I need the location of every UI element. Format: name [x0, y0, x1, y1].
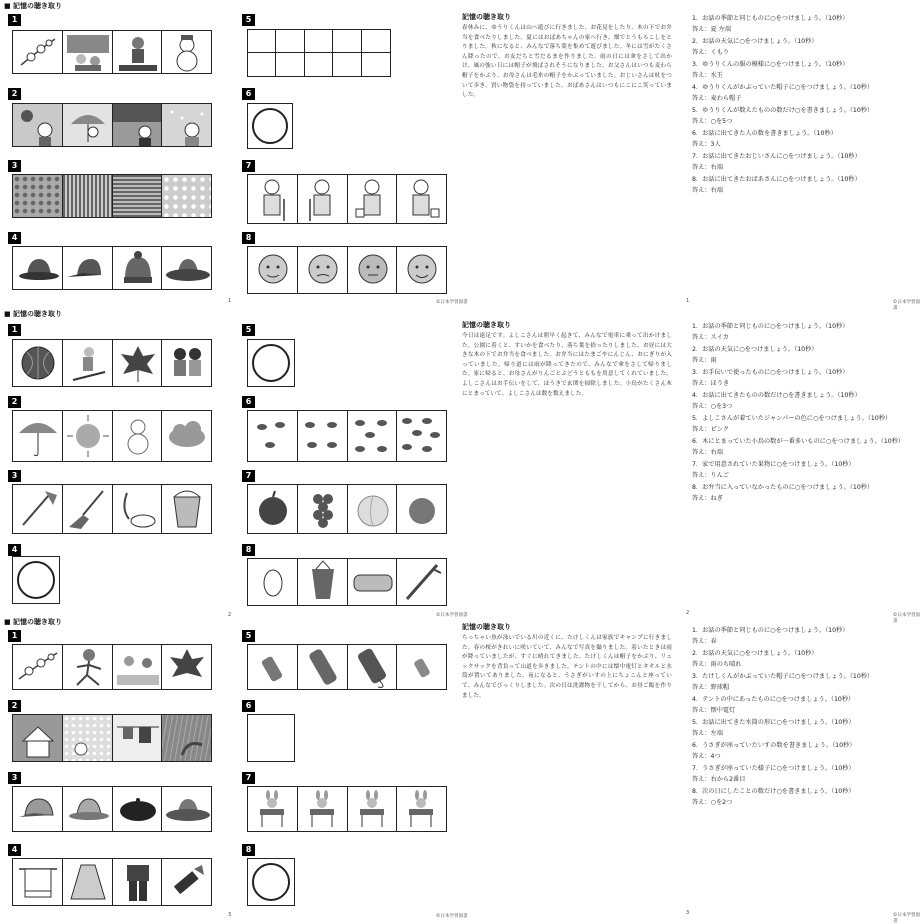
question-text: 5．ゆうりくんが数えたものの数だけ○を書きましょう。（10秒） — [692, 107, 874, 114]
question-number: 5 — [242, 14, 255, 26]
laundry-icon[interactable] — [113, 715, 163, 761]
bottle-mini-icon[interactable] — [397, 645, 446, 689]
story-column — [462, 320, 672, 600]
answer-text: 答え：野球帽 — [692, 683, 730, 691]
skier-icon[interactable] — [63, 340, 113, 386]
knit-hat-icon[interactable] — [113, 247, 163, 289]
carrot-icon[interactable] — [298, 559, 348, 605]
question-text: 2．お話の天気に○をつけましょう。（10秒） — [692, 346, 818, 353]
question-text: 6．うさぎが座っていたいすの数を書きましょう。（10秒） — [692, 742, 856, 749]
question-number: 8 — [242, 232, 255, 244]
answer-text: 答え：懐中電灯 — [692, 706, 736, 714]
q4-choice-strip — [12, 858, 212, 906]
q7-choice-strip — [247, 484, 447, 534]
grandma-face-icon[interactable] — [248, 247, 298, 293]
rainy-house-icon[interactable] — [13, 715, 63, 761]
q2-choice-strip — [12, 714, 212, 762]
birds-icon[interactable] — [298, 411, 348, 461]
question-text: 8．次の日にしたことの数だけ○を書きましょう。（10秒） — [692, 788, 855, 795]
q8-choice-strip — [247, 246, 447, 294]
q5-answer-grid[interactable] — [247, 29, 391, 77]
q4-answer-circle — [17, 561, 55, 599]
question-text: 5．お話に出てきた水筒の形に○をつけましょう。（10秒） — [692, 719, 855, 726]
sun-hat-icon[interactable] — [63, 787, 113, 831]
question-number: 5 — [242, 324, 255, 336]
bucket-icon[interactable] — [162, 485, 211, 533]
duster-icon[interactable] — [13, 485, 63, 533]
story-text: 今日は遠足です。よしこさんは朝早く起きて、みんなで電車に乗って出かけました。公園に着くと、すいかを食べたり、落ち葉を拾ったりしました。お昼には大きな木の下でお弁当を食べました。お弁当にはたまごやにんじん、おにぎりが入っていました。帰り道には雨が降ってきたので、みんなで傘をさして帰りました。家に帰ると、お母さんがりんごとぶどうとももを用意してくれていました。よしこさんはお手伝いをして、ほうきで玄関を掃除しました。小鳥がたくさん木にとまっていて、よしこさんは数を数えました。 — [462, 333, 672, 397]
sun-icon[interactable] — [63, 411, 113, 461]
answer-text: 答え：右端 — [692, 186, 723, 194]
page-number: 2 — [228, 612, 232, 618]
question-number: 4 — [8, 232, 21, 244]
question-number: 2 — [8, 700, 21, 712]
question-number: 4 — [8, 544, 21, 556]
question-number: 7 — [242, 160, 255, 172]
question-text: 4．ゆうりくんがかぶっていた帽子に○をつけましょう。（10秒） — [692, 84, 874, 91]
answer-text: 答え：ねぎ — [692, 494, 723, 502]
question-text: 7．家で用意されていた果物に○をつけましょう。（10秒） — [692, 461, 855, 468]
answer-text: 答え：右端 — [692, 163, 723, 171]
rabbit-chair-icon[interactable] — [298, 787, 348, 831]
answer-text: 答え：夏 左端 — [692, 25, 732, 33]
sun-hat-icon[interactable] — [13, 247, 63, 289]
birds-icon[interactable] — [348, 411, 398, 461]
horizontal-stripe-pattern-icon[interactable] — [113, 175, 163, 217]
egg-icon[interactable] — [248, 559, 298, 605]
cap-icon[interactable] — [13, 787, 63, 831]
question-text: 8．お弁当に入っていなかったものに○をつけましょう。（10秒） — [692, 484, 874, 491]
sunny-boy-icon[interactable] — [13, 104, 63, 146]
answer-text: 答え：ほうき — [692, 379, 730, 387]
story-text: 春休みに、ゆうりくんは山へ遊びに行きました。お花見をしたり、木の下でお弁当を食べたりしました。夏にはおばあちゃんの家へ行き、畑でとうもろこしをとりました。秋になると、みんなで落ち葉を集めて遊びました。冬には雪がたくさん降ったので、お友だちと雪だるまを作りました。雨の日には傘をさして出かけ、風の強い日には帽子が飛ばされそうになりました。お父さんはいつも麦わら帽子をかぶり、お母さんは毛糸の帽子をかぶっていました。おじいさんは杖をついて歩き、買い物袋を持っていました。おばあさんはいつもにこにこ笑っていました。 — [462, 25, 672, 99]
question-text: 8．お話に出てきたおばあさんに○をつけましょう。（10秒） — [692, 176, 861, 183]
q4-choice-strip — [12, 246, 212, 290]
wind-rain-icon[interactable] — [162, 715, 211, 761]
cherry-blossom-icon[interactable] — [13, 31, 63, 73]
grandma-face-icon[interactable] — [397, 247, 446, 293]
apple-icon[interactable] — [248, 485, 298, 533]
answer-text: 答え：右端 — [692, 448, 723, 456]
star-pattern-icon[interactable] — [162, 175, 211, 217]
maple-leaf-icon[interactable] — [113, 340, 163, 386]
raincoat-icon[interactable] — [63, 859, 113, 905]
question-answer-column — [692, 322, 914, 592]
answer-text: 答え：○を5つ — [692, 117, 733, 125]
answer-text: 答え：4つ — [692, 752, 721, 760]
answer-text: 答え：春 — [692, 637, 717, 645]
question-number: 3 — [8, 470, 21, 482]
q1-choice-strip — [12, 339, 212, 387]
question-number: 1 — [8, 324, 21, 336]
snowman-icon[interactable] — [113, 411, 163, 461]
question-number: 6 — [242, 396, 255, 408]
broom-icon[interactable] — [63, 485, 113, 533]
publisher-credit: ©日本学習図書 — [893, 300, 920, 311]
q2-choice-strip — [12, 103, 212, 147]
q2-choice-strip — [12, 410, 212, 462]
answer-text: 答え：3人 — [692, 140, 721, 148]
story-title: 記憶の聴き取り — [462, 623, 511, 631]
vacuum-icon[interactable] — [113, 485, 163, 533]
clothes-icon[interactable] — [113, 859, 163, 905]
question-answer-column — [692, 626, 914, 902]
story-column — [462, 12, 672, 284]
q3-choice-strip — [12, 174, 212, 218]
worksheet-1 — [0, 0, 920, 311]
question-number: 5 — [242, 630, 255, 642]
answer-text: 答え：くもり — [692, 48, 730, 56]
publisher-credit: ©日本学習図書 — [436, 300, 468, 305]
polka-dot-pattern-icon[interactable] — [13, 175, 63, 217]
snowman-icon[interactable] — [162, 31, 211, 73]
question-number: 3 — [8, 160, 21, 172]
baseball-cap-icon[interactable] — [63, 247, 113, 289]
question-text: 5．よしこさんが着ていたジャンパーの色に○をつけましょう。（10秒） — [692, 415, 892, 422]
worksheet-2 — [0, 308, 920, 624]
question-text: 3．お手伝いで使ったものに○をつけましょう。（10秒） — [692, 369, 849, 376]
question-number: 6 — [242, 88, 255, 100]
grandpa-cane-icon[interactable] — [298, 175, 348, 223]
sheet-title: ■ 記憶の聴き取り — [4, 310, 63, 318]
publisher-credit: ©日本学習図書 — [436, 613, 468, 618]
brim-hat-icon[interactable] — [162, 247, 211, 289]
question-number: 8 — [242, 844, 255, 856]
flashlight-icon[interactable] — [162, 859, 211, 905]
birds-icon[interactable] — [397, 411, 446, 461]
bottle-small-icon[interactable] — [248, 645, 298, 689]
running-boy-icon[interactable] — [63, 645, 113, 689]
page-number: 3 — [228, 912, 232, 918]
answer-text: 答え：スイカ — [692, 333, 729, 341]
question-number: 3 — [8, 772, 21, 784]
beret-icon[interactable] — [113, 787, 163, 831]
question-text: 1．お話の季節と同じものに○をつけましょう。（10秒） — [692, 627, 849, 634]
rabbit-chair-icon[interactable] — [348, 787, 398, 831]
question-text: 3．ゆうりくんの服の模様に○をつけましょう。（10秒） — [692, 61, 849, 68]
question-text: 2．お話の天気に○をつけましょう。（10秒） — [692, 38, 818, 45]
worksheet-3 — [0, 616, 920, 922]
picnic-icon[interactable] — [63, 31, 113, 73]
page-number: 1 — [686, 298, 690, 304]
q1-choice-strip — [12, 644, 212, 690]
umbrella-girl-icon[interactable] — [63, 104, 113, 146]
grapes-icon[interactable] — [298, 485, 348, 533]
q5-choice-strip — [247, 644, 447, 690]
q3-choice-strip — [12, 786, 212, 832]
answer-text: 答え：左端 — [692, 729, 723, 737]
answer-text: 答え：右から2番目 — [692, 775, 746, 783]
grandma-face-icon[interactable] — [348, 247, 398, 293]
q7-choice-strip — [247, 174, 447, 224]
page-number: 1 — [228, 298, 232, 304]
story-text: ちっちゃい魚が泳いでいる川の近くに、たけしくんは家族でキャンプに行きました。春の桜がきれいに咲いていて、みんなで写真を撮りました。着いたときは雨が降っていましたが、すぐに晴れてきました。たけしくんは帽子をかぶり、リュックサックを背負って山道を歩きました。テントの中には懐中電灯とタオルと水筒が置いてありました。夜になると、うさぎがいすの上にちょこんと座っていて、みんなでびっくりしました。次の日は洗濯物を干してから、お昼ご飯を作りました。 — [462, 635, 672, 699]
grandpa-cane-icon[interactable] — [248, 175, 298, 223]
beach-icon[interactable] — [113, 645, 163, 689]
children-icon[interactable] — [162, 340, 211, 386]
grandma-face-icon[interactable] — [298, 247, 348, 293]
brim-hat-icon[interactable] — [162, 787, 211, 831]
answer-text: 答え：○を3つ — [692, 402, 733, 410]
q8-answer-circle — [252, 863, 290, 901]
question-text: 6．お話に出てきた人の数を書きましょう。（10秒） — [692, 130, 837, 137]
grandpa-bag-icon[interactable] — [348, 175, 398, 223]
answer-text: 答え：りんご — [692, 471, 730, 479]
story-title: 記憶の聴き取り — [462, 321, 511, 329]
publisher-credit: ©日本学習図書 — [893, 913, 920, 924]
question-text: 6．木にとまっていた小鳥の数が一番多いものに○をつけましょう。（10秒） — [692, 438, 905, 445]
publisher-credit: ©日本学習図書 — [893, 613, 920, 624]
grandpa-bag-icon[interactable] — [397, 175, 446, 223]
page-number: 2 — [686, 610, 690, 616]
question-text: 1．お話の季節と同じものに○をつけましょう。（10秒） — [692, 15, 849, 22]
answer-text: 答え：雨 — [692, 356, 717, 364]
vertical-stripe-pattern-icon[interactable] — [63, 175, 113, 217]
cloudy-boy-icon[interactable] — [113, 104, 163, 146]
snow-icon[interactable] — [63, 715, 113, 761]
question-number: 4 — [8, 844, 21, 856]
rabbit-chair-icon[interactable] — [397, 787, 446, 831]
answer-text: 答え：雨のち晴れ — [692, 660, 742, 668]
question-text: 3．たけしくんがかぶっていた帽子に○をつけましょう。（10秒） — [692, 673, 874, 680]
cloud-icon[interactable] — [162, 411, 211, 461]
towel-icon[interactable] — [13, 859, 63, 905]
question-text: 2．お話の天気に○をつけましょう。（10秒） — [692, 650, 818, 657]
question-number: 6 — [242, 700, 255, 712]
q6-choice-strip — [247, 410, 447, 462]
rabbit-chair-icon[interactable] — [248, 787, 298, 831]
page-number: 3 — [686, 910, 690, 916]
orange-icon[interactable] — [397, 485, 446, 533]
question-text: 1．お話の季節と同じものに○をつけましょう。（10秒） — [692, 323, 849, 330]
question-number: 2 — [8, 396, 21, 408]
question-text: 7．うさぎが座っていた様子に○をつけましょう。（10秒） — [692, 765, 855, 772]
question-number: 1 — [8, 14, 21, 26]
q5-answer-circle — [252, 344, 290, 382]
q6-answer-circle — [252, 108, 288, 144]
bread-icon[interactable] — [348, 559, 398, 605]
umbrella-icon[interactable] — [13, 411, 63, 461]
q7-choice-strip — [247, 786, 447, 832]
question-text: 4．テントの中にあったものに○をつけましょう。（10秒） — [692, 696, 855, 703]
q8-choice-strip — [247, 558, 447, 606]
question-text: 4．お話に出てきたものの数だけ○を書きましょう。（10秒） — [692, 392, 861, 399]
question-number: 7 — [242, 772, 255, 784]
publisher-credit: ©日本学習図書 — [436, 914, 468, 919]
cherry-blossom-icon[interactable] — [13, 645, 63, 689]
sheet-title: ■ 記憶の聴き取り — [4, 618, 63, 626]
question-number: 1 — [8, 630, 21, 642]
peach-icon[interactable] — [348, 485, 398, 533]
story-column — [462, 622, 672, 904]
answer-text: 答え：水玉 — [692, 71, 723, 79]
story-title: 記憶の聴き取り — [462, 13, 511, 21]
snowy-girl-icon[interactable] — [162, 104, 211, 146]
sheet-title: ■ 記憶の聴き取り — [4, 2, 63, 10]
answer-text: 答え：ピンク — [692, 425, 730, 433]
q1-choice-strip — [12, 30, 212, 74]
watermelon-icon[interactable] — [13, 340, 63, 386]
birds-icon[interactable] — [248, 411, 298, 461]
question-number: 2 — [8, 88, 21, 100]
bottle-tall-icon[interactable] — [298, 645, 348, 689]
answer-text: 答え：○を2つ — [692, 798, 733, 806]
farmer-icon[interactable] — [113, 31, 163, 73]
question-text: 7．お話に出てきたおじいさんに○をつけましょう。（10秒） — [692, 153, 861, 160]
question-number: 8 — [242, 544, 255, 556]
green-onion-icon[interactable] — [397, 559, 446, 605]
q3-choice-strip — [12, 484, 212, 534]
bottle-strap-icon[interactable] — [348, 645, 398, 689]
question-number: 7 — [242, 470, 255, 482]
maple-leaf-icon[interactable] — [162, 645, 211, 689]
q6-answer-box[interactable] — [247, 714, 295, 762]
answer-text: 答え：麦わら帽子 — [692, 94, 742, 102]
question-answer-column — [692, 14, 914, 284]
